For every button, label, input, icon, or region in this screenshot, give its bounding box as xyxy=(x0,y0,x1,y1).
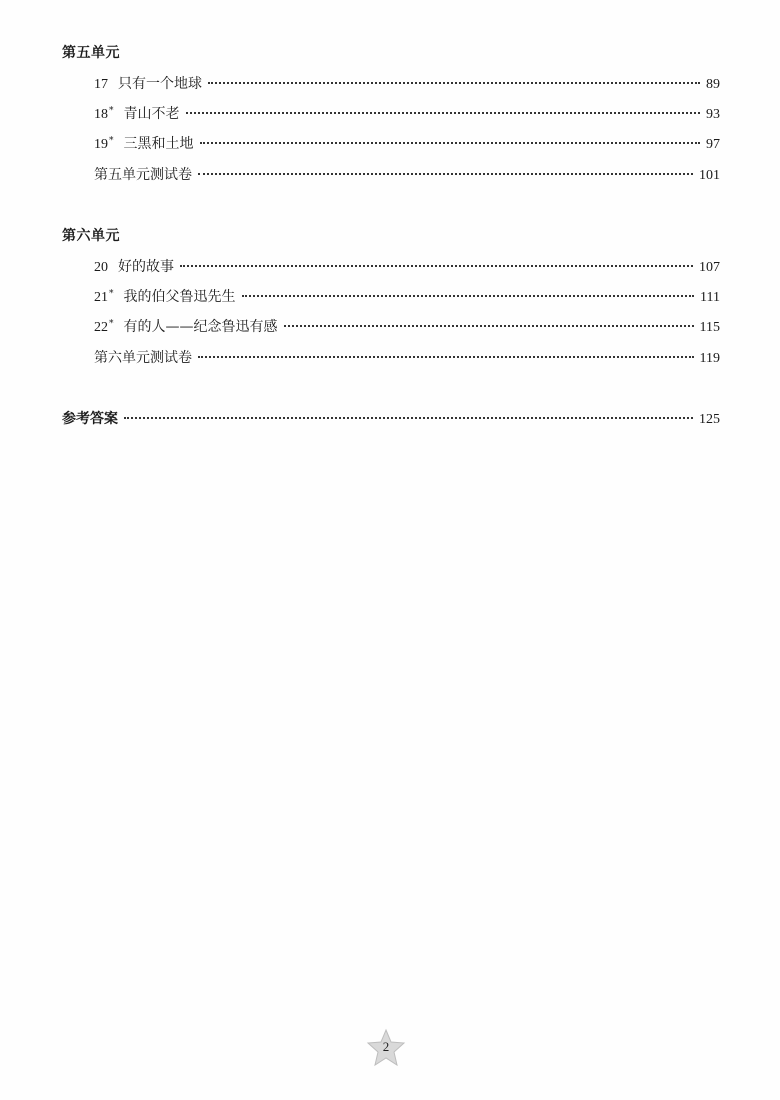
dot-leader xyxy=(284,325,694,327)
answers-title: 参考答案 xyxy=(62,411,118,427)
lesson-title: 只有一个地球 xyxy=(118,76,202,92)
dot-leader xyxy=(180,265,693,267)
dot-leader xyxy=(186,112,701,114)
page-reference: 93 xyxy=(706,107,720,122)
dot-leader xyxy=(198,173,693,175)
page-reference: 125 xyxy=(699,412,720,427)
toc-entry-unit-5-test[interactable] xyxy=(94,164,720,184)
lesson-title: 好的故事 xyxy=(118,259,174,275)
toc-entry-unit-6-test[interactable] xyxy=(94,347,720,367)
page-number-badge xyxy=(366,1028,406,1068)
lesson-number: 20 xyxy=(94,260,108,275)
dot-leader xyxy=(208,82,700,84)
lesson-title: 三黑和土地 xyxy=(123,136,194,152)
optional-lesson-mark: * xyxy=(109,106,114,116)
page-reference: 119 xyxy=(699,351,720,366)
lesson-number: 21 xyxy=(94,290,108,305)
page-number: 2 xyxy=(382,1039,390,1054)
page-reference: 111 xyxy=(700,290,720,305)
page-reference: 89 xyxy=(706,77,720,92)
optional-lesson-mark: * xyxy=(109,289,114,299)
page-reference: 101 xyxy=(699,168,720,183)
optional-lesson-mark: * xyxy=(109,319,114,329)
unit-6-heading: 第六单元 xyxy=(62,228,120,244)
unit-5-heading: 第五单元 xyxy=(62,45,120,61)
test-title: 第六单元测试卷 xyxy=(94,350,192,366)
page-reference: 115 xyxy=(699,320,720,335)
lesson-number: 18 xyxy=(94,107,108,122)
toc-entry-answers[interactable] xyxy=(62,408,720,428)
lesson-title: 有的人——纪念鲁迅有感 xyxy=(123,319,278,335)
dot-leader xyxy=(242,295,695,297)
lesson-number: 19 xyxy=(94,137,108,152)
toc-entry-lesson-18[interactable] xyxy=(94,103,720,123)
lesson-number: 17 xyxy=(94,77,108,92)
page-reference: 107 xyxy=(699,260,720,275)
lesson-title: 我的伯父鲁迅先生 xyxy=(123,289,236,305)
toc-entry-lesson-17[interactable] xyxy=(94,73,720,93)
toc-entry-lesson-22[interactable] xyxy=(94,316,720,336)
optional-lesson-mark: * xyxy=(109,136,114,146)
toc-entry-lesson-21[interactable] xyxy=(94,286,720,306)
dot-leader xyxy=(198,356,694,358)
dot-leader xyxy=(200,142,701,144)
toc-entry-lesson-20[interactable] xyxy=(94,256,720,276)
lesson-number: 22 xyxy=(94,320,108,335)
dot-leader xyxy=(124,417,693,419)
page-reference: 97 xyxy=(706,137,720,152)
test-title: 第五单元测试卷 xyxy=(94,167,192,183)
lesson-title: 青山不老 xyxy=(123,106,180,122)
toc-entry-lesson-19[interactable] xyxy=(94,133,720,153)
